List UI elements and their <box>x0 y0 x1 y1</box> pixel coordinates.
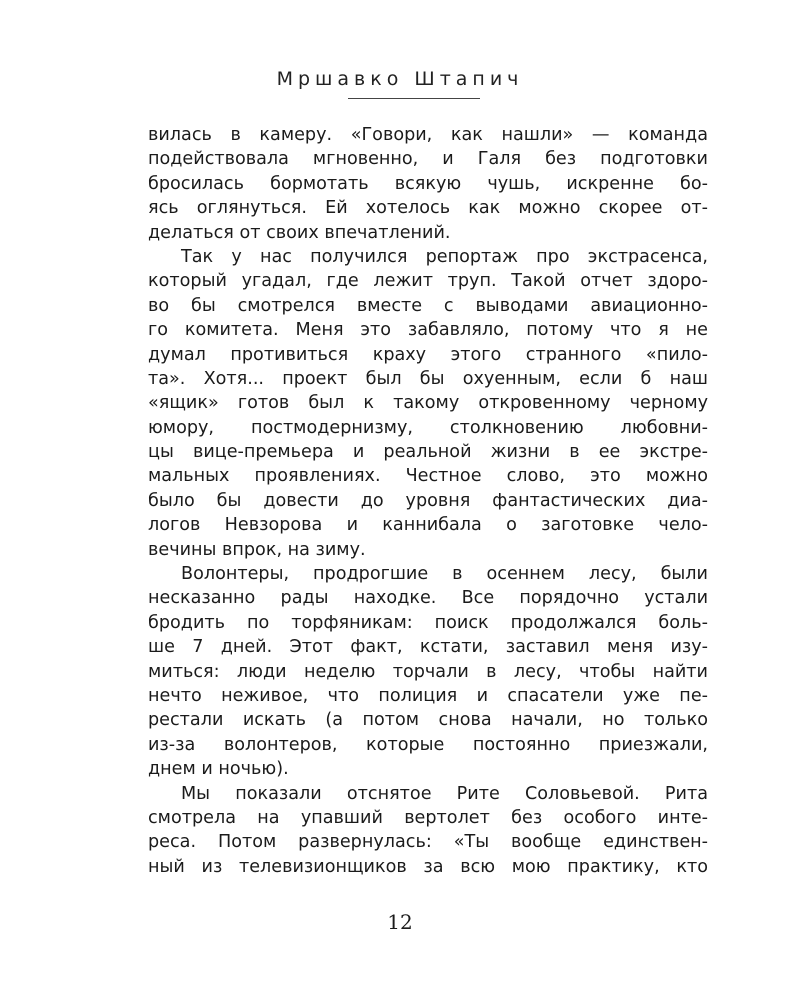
body-text <box>148 123 708 879</box>
text-line: цы вице-премьера и реальной жизни в ее экстре- <box>148 442 708 463</box>
text-line: вилась в камеру. «Говори, как нашли» — команда <box>148 125 708 145</box>
text-line: миться: люди неделю торчали в лесу, чтобы найти <box>148 661 708 682</box>
text-line: рестали искать (а потом снова начали, но только <box>148 710 708 731</box>
text-line: Волонтеры, продрогшие в осеннем лесу, были <box>181 564 708 585</box>
text-line: та». Хотя... проект был бы охуенным, если б наш <box>148 368 708 389</box>
text-line: «ящик» готов был к такому откровенному черному <box>148 393 708 414</box>
text-line: было бы довести до уровня фантастических диа- <box>148 490 708 511</box>
text-line: подействовала мгновенно, и Галя без подготовки <box>148 149 708 170</box>
text-line: несказанно рады находке. Все порядочно устали <box>148 588 708 609</box>
text-line: вечины впрок, на зиму. <box>148 539 366 560</box>
text-line: думал противиться краху этого странного «пило- <box>148 344 708 365</box>
text-line: во бы смотрелся вместе с выводами авиационно- <box>148 295 708 316</box>
text-line: делаться от своих впечатлений. <box>148 222 451 243</box>
text-line: логов Невзорова и каннибала о заготовке чело- <box>148 515 708 536</box>
text-line: го комитета. Меня это забавляло, потому что я не <box>148 320 708 341</box>
text-line: из-за волонтеров, которые постоянно приезжали, <box>148 734 708 755</box>
header-rule <box>348 98 480 99</box>
text-line: бродить по торфяникам: поиск продолжался боль- <box>148 612 708 633</box>
text-line: нечто неживое, что полиция и спасатели уже пе- <box>148 685 708 706</box>
text-line: который угадал, где лежит труп. Такой отчет здоро- <box>148 271 708 292</box>
paragraph <box>148 123 708 245</box>
text-line: ный из телевизионщиков за всю мою практику, кто <box>148 856 708 877</box>
text-line: днем и ночью). <box>148 759 289 780</box>
text-line: мальных проявлениях. Честное слово, это можно <box>148 466 708 487</box>
paragraph <box>148 562 708 782</box>
text-line: ясь оглянуться. Ей хотелось как можно скорее от- <box>148 198 708 219</box>
page-number: 12 <box>387 910 413 934</box>
running-header-author: Мршавко Штапич <box>276 68 524 90</box>
text-line: смотрела на упавший вертолет без особого инте- <box>148 807 708 828</box>
text-line: ше 7 дней. Этот факт, кстати, заставил меня изу- <box>148 637 708 658</box>
paragraph <box>148 245 708 562</box>
text-line: Так у нас получился репортаж про экстрасенса, <box>181 246 708 267</box>
paragraph <box>148 782 708 880</box>
text-line: юмору, постмодернизму, столкновению любовни- <box>148 417 708 438</box>
text-line: бросилась бормотать всякую чушь, искренне бо- <box>148 173 708 194</box>
text-line: Мы показали отснятое Рите Соловьевой. Рита <box>181 783 708 804</box>
text-line: реса. Потом развернулась: «Ты вообще единствен- <box>148 832 708 853</box>
